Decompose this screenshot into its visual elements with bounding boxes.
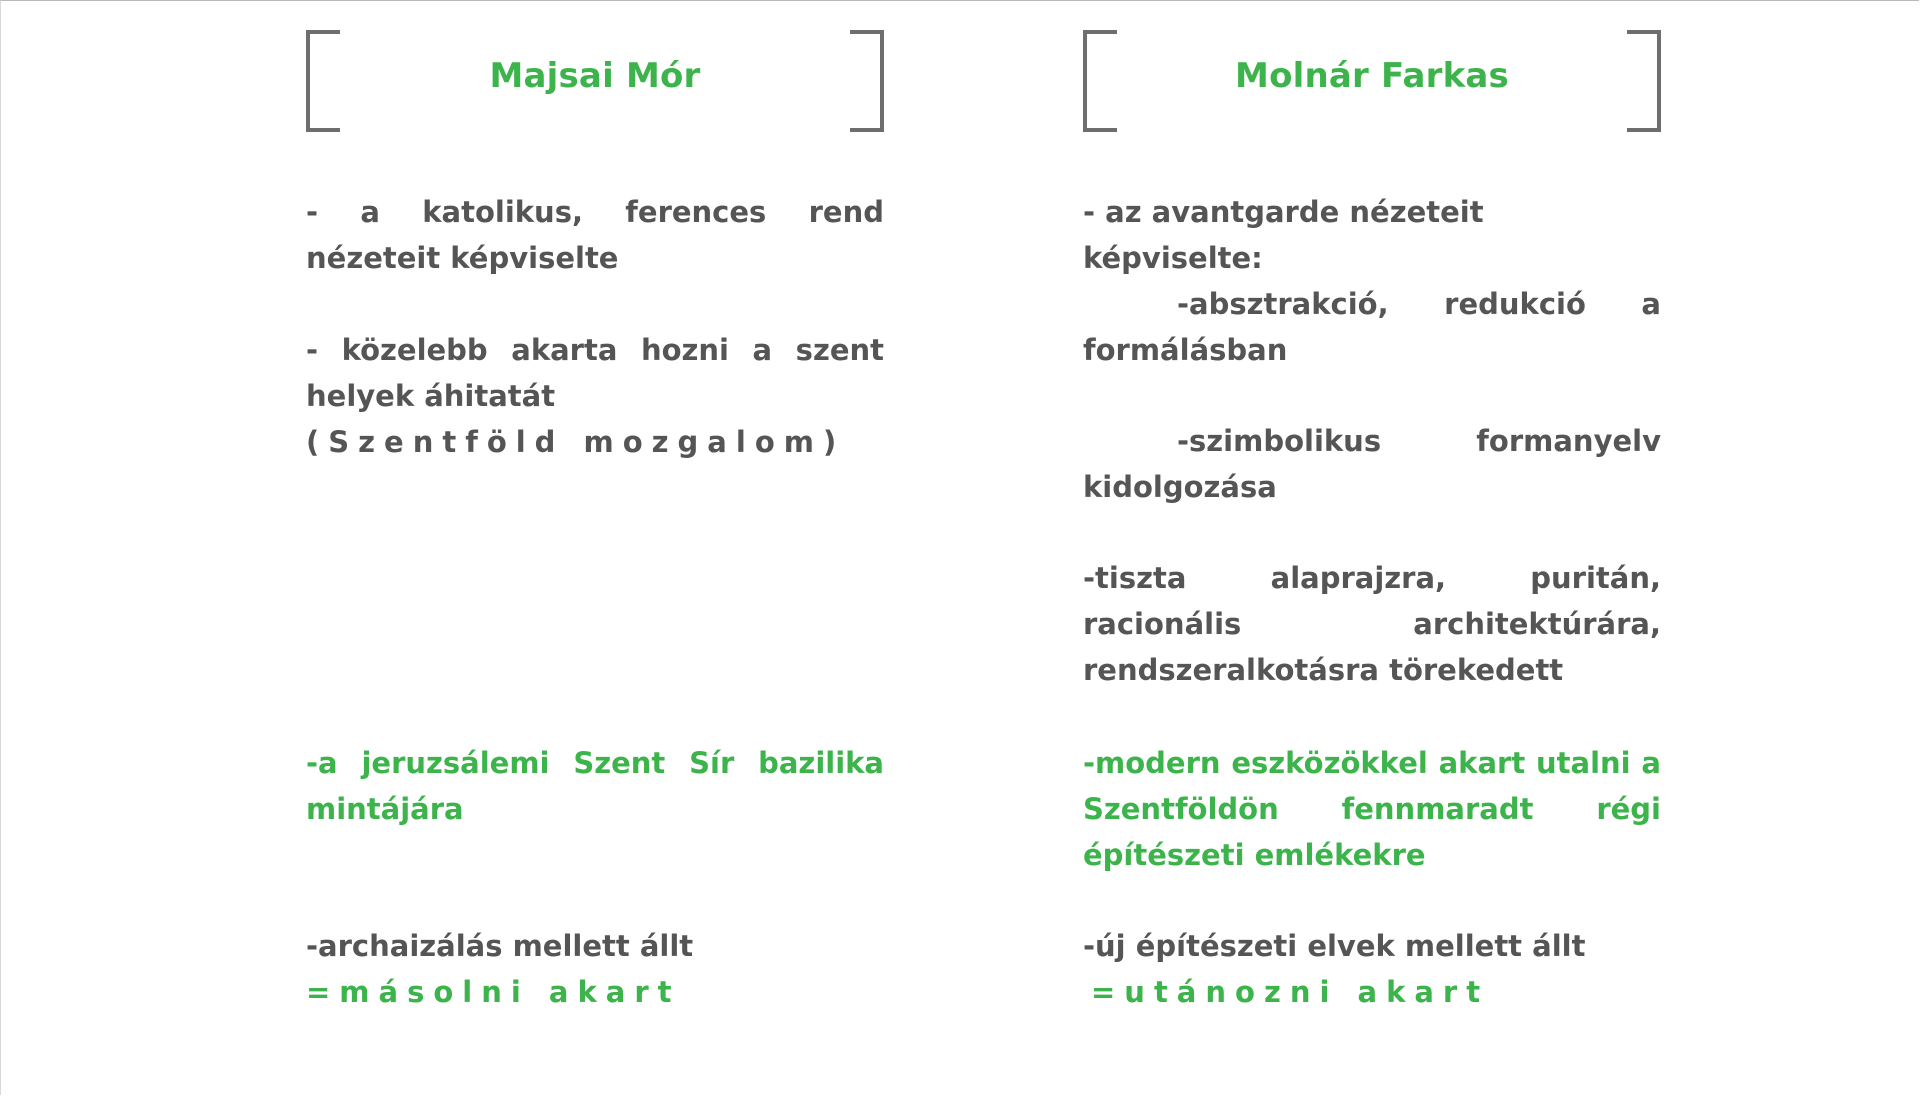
right-column	[1083, 0, 1661, 1009]
right-point-3: -szimbolikus formanyelv kidolgozása	[1083, 424, 1661, 504]
right-bracket-close	[1627, 30, 1661, 132]
right-point-2: -absztrakció, redukció a formálásban	[1083, 287, 1661, 367]
left-title: Majsai Mór	[489, 56, 701, 96]
right-point-6-note: =utánozni akart	[1091, 975, 1490, 1009]
left-bracket-close	[850, 30, 884, 132]
right-header	[1083, 30, 1661, 138]
left-point-2-note: (Szentföld mozgalom)	[306, 425, 846, 459]
left-header	[306, 30, 884, 138]
left-point-1: - a katolikus, ferences rend nézeteit képviselte	[306, 195, 884, 275]
left-point-3: -a jeruzsálemi Szent Sír bazilika mintájára	[306, 746, 884, 826]
left-point-4-note: =másolni akart	[306, 975, 681, 1009]
left-column	[306, 0, 884, 1009]
right-point-5: -modern eszközökkel akart utalni a Szentföldön fennmaradt régi építészeti emlékekre	[1083, 746, 1661, 872]
right-point-4: -tiszta alaprajzra, puritán, racionális architektúrára, rendszeralkotásra törekedett	[1083, 561, 1661, 687]
left-point-4: -archaizálás mellett állt	[306, 929, 694, 963]
left-point-2: - közelebb akarta hozni a szent helyek áhitatát	[306, 333, 884, 413]
right-title: Molnár Farkas	[1235, 56, 1509, 96]
right-point-1: - az avantgarde nézeteit képviselte:	[1083, 195, 1484, 275]
right-point-6: -új építészeti elvek mellett állt	[1083, 929, 1586, 963]
